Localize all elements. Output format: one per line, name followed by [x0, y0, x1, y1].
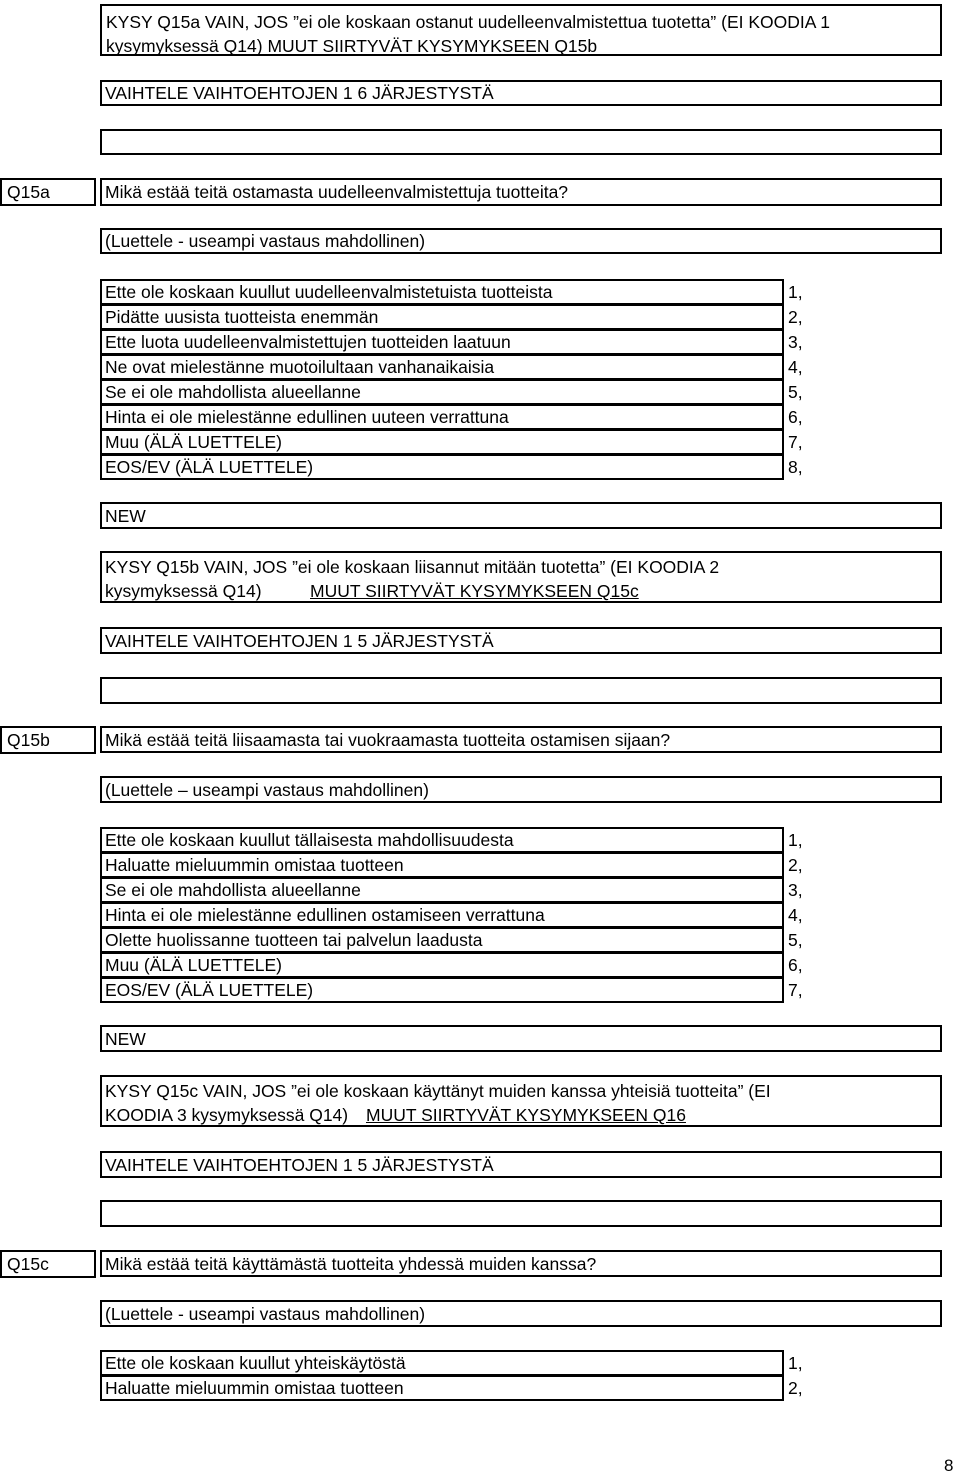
q15b-new-label: NEW [105, 1029, 146, 1049]
q15a-question-text: Mikä estää teitä ostamasta uudelleenvalmistettuja tuotteita? [105, 182, 569, 202]
q15b-option-4: Hinta ei ole mielestänne edullinen ostamiseen verrattuna [100, 902, 784, 928]
q15a-label: Q15a [0, 178, 96, 206]
q15b-instruction-box [100, 551, 942, 603]
q15c-label: Q15c [0, 1250, 96, 1278]
q15b-instruction-skip: MUUT SIIRTYVÄT KYSYMYKSEEN Q15c [310, 581, 639, 601]
q15c-option-1: Ette ole koskaan kuullut yhteiskäytöstä [100, 1350, 784, 1376]
q15a-empty-box [100, 129, 942, 155]
q15b-rotate-text: VAIHTELE VAIHTOEHTOJEN 1 5 JÄRJESTYSTÄ [105, 631, 494, 651]
q15b-label: Q15b [0, 726, 96, 754]
q15a-instruction-skip: MUUT SIIRTYVÄT KYSYMYKSEEN Q15b [267, 36, 598, 56]
q15a-option-6: Hinta ei ole mielestänne edullinen uuteen verrattuna [100, 404, 784, 430]
q15b-option-2: Haluatte mieluummin omistaa tuotteen [100, 852, 784, 878]
q15c-option-2-code: 2, [788, 1378, 803, 1398]
q15b-option-7-code: 7, [788, 980, 803, 1000]
q15a-hint-box [100, 228, 942, 254]
q15a-rotate-text: VAIHTELE VAIHTOEHTOJEN 1 6 JÄRJESTYSTÄ [105, 83, 494, 103]
q15c-instruction-line2: KOODIA 3 kysymyksessä Q14) [105, 1105, 349, 1125]
q15a-option-4: Ne ovat mielestänne muotoilultaan vanhanaikaisia [100, 354, 784, 380]
q15b-question-text: Mikä estää teitä liisaamasta tai vuokraamasta tuotteita ostamisen sijaan? [105, 730, 671, 750]
q15b-option-6: Muu (ÄLÄ LUETTELE) [100, 952, 784, 978]
q15a-option-5: Se ei ole mahdollista alueellanne [100, 379, 784, 405]
q15b-option-4-code: 4, [788, 905, 803, 925]
q15c-rotate-box [100, 1151, 942, 1178]
q15c-hint-box [100, 1300, 942, 1327]
q15b-option-2-code: 2, [788, 855, 803, 875]
q15a-option-8-code: 8, [788, 457, 803, 477]
q15a-option-5-code: 5, [788, 382, 803, 402]
q15a-option-4-code: 4, [788, 357, 803, 377]
q15a-option-7: Muu (ÄLÄ LUETTELE) [100, 429, 784, 455]
q15c-question-box [100, 1250, 942, 1277]
q15a-question-box [100, 178, 942, 206]
q15a-hint-text: (Luettele - useampi vastaus mahdollinen) [105, 231, 426, 251]
q15a-instruction-text: KYSY Q15a VAIN, JOS ”ei ole koskaan ostanut uudelleenvalmistettua tuotetta” (EI KOODIA 1 kysymyksessä Q14) [106, 12, 831, 56]
q15a-option-2-code: 2, [788, 307, 803, 327]
q15b-option-6-code: 6, [788, 955, 803, 975]
q15b-option-5: Olette huolissanne tuotteen tai palvelun laadusta [100, 927, 784, 953]
page-number: 8 [944, 1456, 954, 1475]
q15a-rotate-box [100, 80, 942, 106]
q15a-option-6-code: 6, [788, 407, 803, 427]
q15a-option-2: Pidätte uusista tuotteista enemmän [100, 304, 784, 330]
q15b-instruction-line2: kysymyksessä Q14) [105, 581, 262, 601]
q15b-option-1-code: 1, [788, 830, 803, 850]
q15b-option-7: EOS/EV (ÄLÄ LUETTELE) [100, 977, 784, 1003]
q15a-option-1-code: 1, [788, 282, 803, 302]
q15b-hint-text: (Luettele – useampi vastaus mahdollinen) [105, 780, 429, 800]
q15b-new-box [100, 1025, 942, 1052]
q15c-hint-text: (Luettele - useampi vastaus mahdollinen) [105, 1304, 426, 1324]
q15a-instruction-box [100, 4, 942, 56]
q15b-option-3: Se ei ole mahdollista alueellanne [100, 877, 784, 903]
q15a-option-3: Ette luota uudelleenvalmistettujen tuotteiden laatuun [100, 329, 784, 355]
q15b-question-box [100, 726, 942, 753]
q15a-option-3-code: 3, [788, 332, 803, 352]
q15a-option-8: EOS/EV (ÄLÄ LUETTELE) [100, 454, 784, 480]
q15b-hint-box [100, 776, 942, 803]
q15c-rotate-text: VAIHTELE VAIHTOEHTOJEN 1 5 JÄRJESTYSTÄ [105, 1155, 494, 1175]
q15b-option-1: Ette ole koskaan kuullut tällaisesta mahdollisuudesta [100, 827, 784, 853]
q15c-empty-box [100, 1200, 942, 1227]
q15c-question-text: Mikä estää teitä käyttämästä tuotteita yhdessä muiden kanssa? [105, 1254, 597, 1274]
q15a-option-7-code: 7, [788, 432, 803, 452]
q15b-rotate-box [100, 627, 942, 654]
q15a-new-label: NEW [105, 506, 146, 526]
q15c-instruction-box [100, 1075, 942, 1127]
q15b-instruction-line1: KYSY Q15b VAIN, JOS ”ei ole koskaan liisannut mitään tuotetta” (EI KOODIA 2 [105, 557, 720, 577]
q15c-option-2: Haluatte mieluummin omistaa tuotteen [100, 1375, 784, 1401]
q15a-new-box [100, 502, 942, 529]
q15c-instruction-line1: KYSY Q15c VAIN, JOS ”ei ole koskaan käyttänyt muiden kanssa yhteisiä tuotteita” (EI [105, 1081, 771, 1101]
q15b-option-3-code: 3, [788, 880, 803, 900]
q15b-option-5-code: 5, [788, 930, 803, 950]
q15c-instruction-skip: MUUT SIIRTYVÄT KYSYMYKSEEN Q16 [366, 1105, 686, 1125]
q15a-option-1: Ette ole koskaan kuullut uudelleenvalmistetuista tuotteista [100, 279, 784, 305]
q15b-empty-box [100, 677, 942, 704]
q15c-option-1-code: 1, [788, 1353, 803, 1373]
